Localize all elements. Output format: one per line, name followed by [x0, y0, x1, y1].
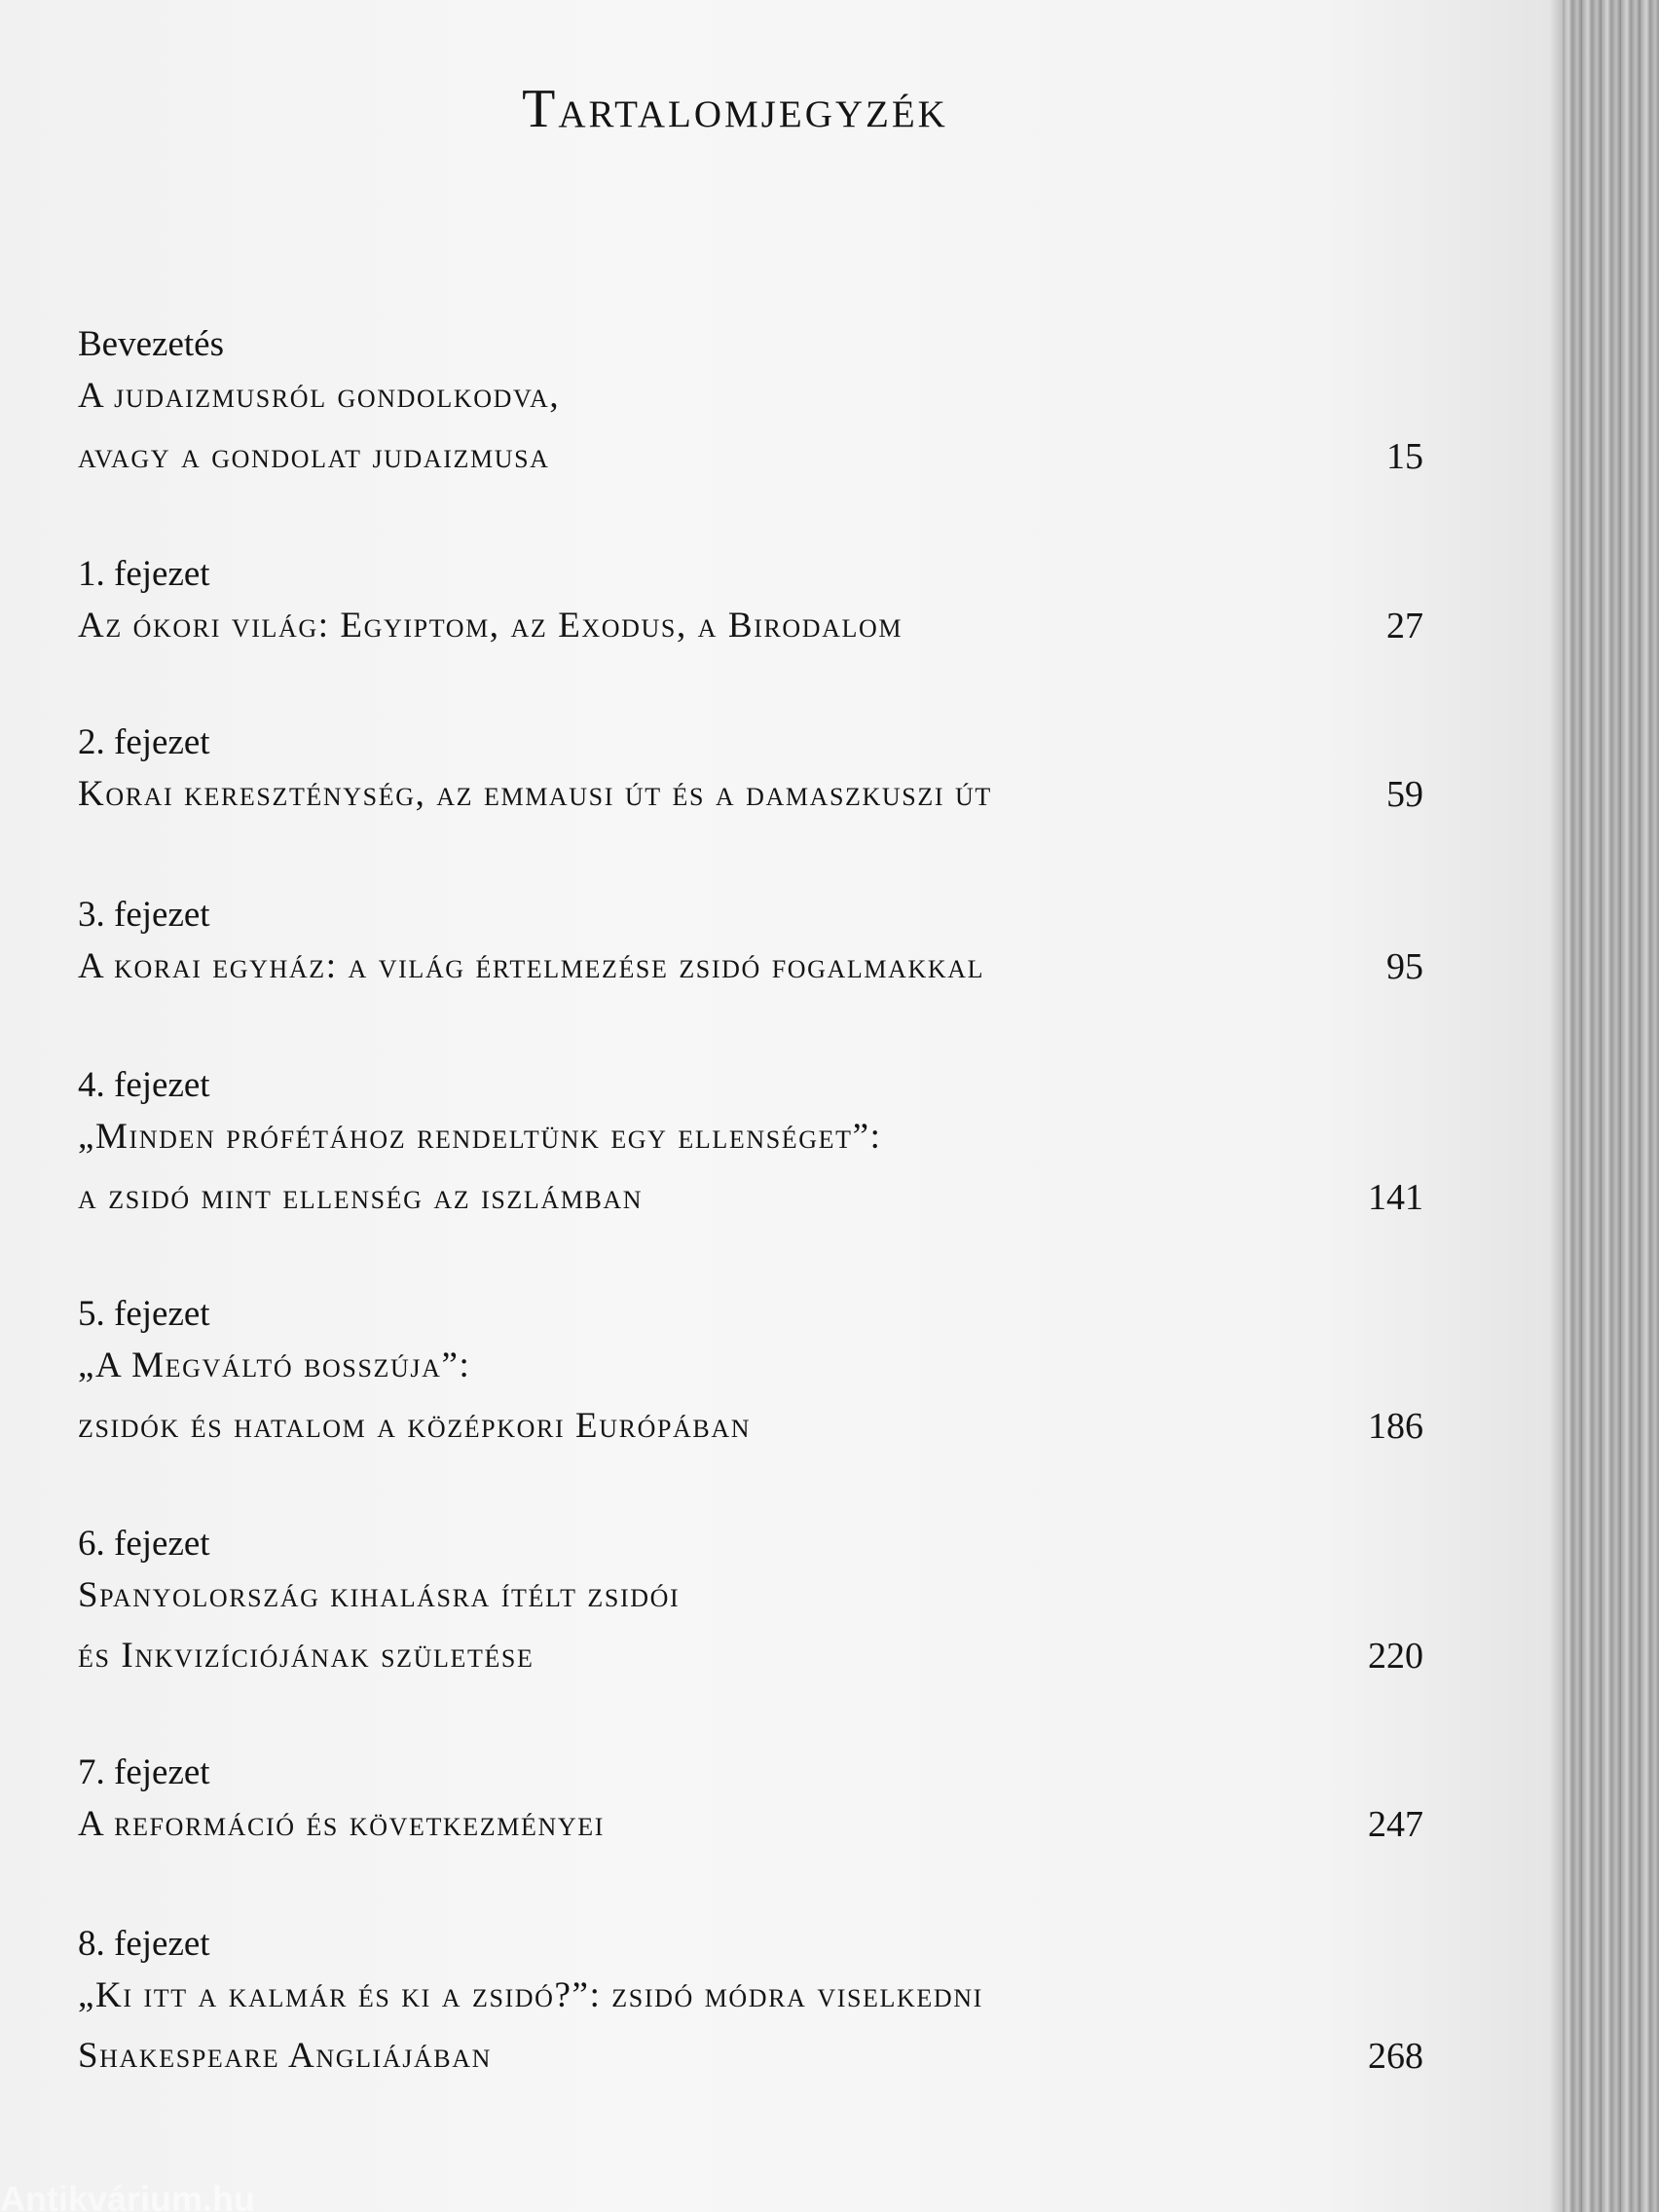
toc-entry-chapter-4 [78, 1064, 1423, 1228]
toc-page-number: 220 [1368, 1636, 1423, 1677]
toc-title-line: és Inkvizíciójának születése [78, 1636, 535, 1676]
toc-title-line: A judaizmusról gondolkodva, [78, 376, 561, 416]
toc-entry-chapter-2 [78, 721, 1423, 825]
toc-chapter-label: 6. fejezet [78, 1524, 210, 1564]
watermark-text: Antikvárium.hu [0, 2179, 256, 2212]
toc-title-line: avagy a gondolat judaizmusa [78, 436, 550, 476]
toc-title-line: Shakespeare Angliájában [78, 2036, 492, 2076]
toc-page-number: 186 [1368, 1406, 1423, 1447]
toc-entry-introduction [78, 323, 1423, 487]
toc-entry-chapter-5 [78, 1293, 1423, 1456]
toc-page-number: 27 [1386, 606, 1423, 646]
toc-page-number: 95 [1386, 946, 1423, 987]
toc-title-line: zsidók és hatalom a középkori Európában [78, 1406, 752, 1446]
toc-chapter-label: 4. fejezet [78, 1065, 210, 1105]
toc-chapter-label: 8. fejezet [78, 1924, 210, 1964]
toc-entry-chapter-1 [78, 553, 1423, 656]
toc-entry-chapter-8 [78, 1923, 1423, 2086]
toc-title-line: Spanyolország kihalásra ítélt zsidói [78, 1575, 681, 1615]
toc-chapter-label: 3. fejezet [78, 895, 210, 935]
toc-chapter-label: 2. fejezet [78, 722, 210, 762]
page-title: Tartalomjegyzék [522, 79, 948, 139]
toc-page-number: 247 [1368, 1804, 1423, 1845]
toc-chapter-label: Bevezetés [78, 324, 224, 364]
toc-title-line: a zsidó mint ellenség az iszlámban [78, 1177, 644, 1217]
toc-title-line: Az ókori világ: Egyiptom, az Exodus, a Birodalom [78, 606, 903, 645]
toc-chapter-label: 1. fejezet [78, 554, 210, 594]
toc-chapter-label: 5. fejezet [78, 1294, 210, 1334]
toc-title-line: A reformáció és következményei [78, 1804, 605, 1844]
toc-entry-chapter-6 [78, 1523, 1423, 1686]
page-edge-shadow [1549, 0, 1563, 2212]
toc-chapter-label: 7. fejezet [78, 1752, 210, 1792]
toc-page-number: 15 [1386, 436, 1423, 477]
toc-title-line: Korai kereszténység, az emmausi út és a damaszkuszi út [78, 774, 992, 814]
book-spine [1563, 0, 1659, 2212]
toc-page-number: 141 [1368, 1177, 1423, 1218]
toc-page-number: 59 [1386, 774, 1423, 815]
toc-title-line: „Ki itt a kalmár és ki a zsidó?”: zsidó módra viselkedni [78, 1975, 983, 2015]
toc-title-line: A korai egyház: a világ értelmezése zsidó fogalmakkal [78, 946, 985, 986]
toc-title-line: „Minden prófétához rendeltünk egy ellenséget”: [78, 1117, 882, 1157]
toc-page-number: 268 [1368, 2036, 1423, 2077]
toc-title-line: „A Megváltó bosszúja”: [78, 1346, 471, 1385]
toc-entry-chapter-7 [78, 1751, 1423, 1855]
toc-entry-chapter-3 [78, 894, 1423, 997]
